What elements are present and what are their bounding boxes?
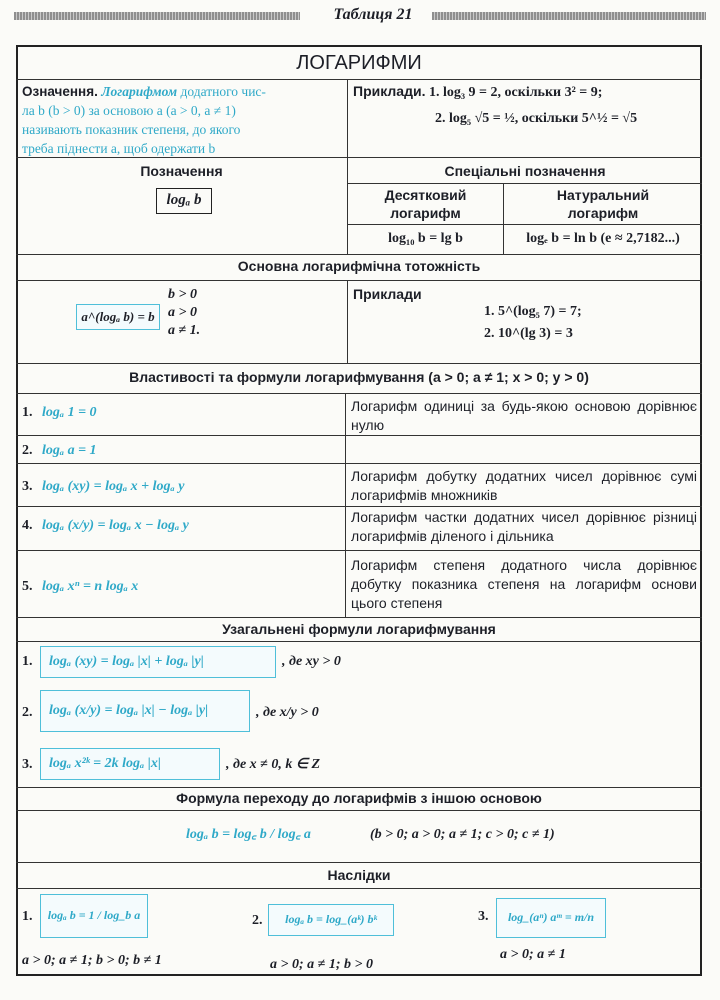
consequence-number: 1. [22, 909, 33, 924]
consequence-condition: a > 0; a ≠ 1; b > 0; b ≠ 1 [22, 953, 162, 968]
divider [16, 550, 702, 551]
decimal-log-formula: log₁₀ b = lg b [388, 231, 463, 246]
definition-label: Означення. [22, 84, 98, 99]
property-formula: logₐ a = 1 [42, 443, 97, 458]
identity-formula: a^(logₐ b) = b [76, 304, 160, 330]
identity-example-1: 1. 5^(log₅ 7) = 7; [484, 304, 582, 319]
property-formula: logₐ xⁿ = n logₐ x [42, 579, 139, 594]
generalized-condition: , де x/y > 0 [256, 705, 319, 720]
notation-heading: Позначення [140, 163, 223, 179]
divider [16, 363, 702, 364]
divider [348, 183, 702, 184]
divider [16, 280, 702, 281]
property-number: 1. [22, 405, 33, 420]
identity-examples-label: Приклади [353, 286, 422, 302]
consequence-formula: log_(aⁿ) aᵐ = m/n [496, 898, 606, 938]
consequence-formula: logₐ b = 1 / log_b a [40, 894, 148, 938]
divider [16, 393, 702, 394]
generalized-condition: , де xy > 0 [282, 654, 341, 669]
divider [16, 617, 702, 618]
definition-text: додатного чис- [177, 84, 266, 99]
definition-block [22, 82, 340, 158]
decimal-log-label: Десятковий [384, 187, 467, 203]
natural-log-heading [504, 186, 702, 222]
table-header [14, 6, 706, 26]
decimal-log-heading [348, 186, 503, 222]
generalized-heading: Узагальнені формули логарифмування [222, 621, 496, 637]
example-2: log₅ √5 = ½, оскільки 5^½ = √5 [449, 111, 638, 126]
property-number: 2. [22, 443, 33, 458]
consequence-number: 3. [478, 909, 489, 924]
property-formula: logₐ 1 = 0 [42, 405, 97, 420]
property-number: 4. [22, 518, 33, 533]
header-rule-left [14, 12, 300, 20]
example-2-number: 2. [435, 111, 446, 126]
generalized-formula: logₐ x²ᵏ = 2k logₐ |x| [40, 748, 220, 780]
identity-heading: Основна логарифмічна тотожність [237, 258, 481, 274]
identity-condition: b > 0 [168, 287, 197, 302]
divider [16, 506, 702, 507]
divider [16, 435, 702, 436]
consequence-formula: logₐ b = log_(aᵏ) bᵏ [268, 904, 394, 936]
decimal-log-label: логарифм [390, 205, 461, 221]
base-change-conditions: (b > 0; a > 0; a ≠ 1; c > 0; c ≠ 1) [370, 827, 555, 842]
generalized-formula: logₐ (x/y) = logₐ |x| − logₐ |y| [40, 690, 250, 732]
definition-text: ла b (b > 0) за основою a (a > 0, a ≠ 1) [22, 103, 236, 118]
generalized-number: 2. [22, 705, 33, 720]
property-number: 5. [22, 579, 33, 594]
divider [16, 787, 702, 788]
identity-condition: a ≠ 1. [168, 323, 201, 338]
generalized-number: 1. [22, 654, 33, 669]
consequence-condition: a > 0; a ≠ 1; b > 0 [270, 957, 373, 972]
examples-label: Приклади. [353, 83, 426, 99]
base-change-heading: Формула переходу до логарифмів з іншою основою [176, 790, 542, 806]
divider [16, 641, 702, 642]
table-label: Таблиця 21 [333, 6, 413, 23]
special-heading: Спеціальні позначення [444, 163, 606, 179]
property-description: Логарифм частки додатних чисел дорівнює різниці логарифмів діленого і дільника [351, 509, 697, 544]
divider [16, 254, 702, 255]
property-description: Логарифм одиниці за будь-якою основою дорівнює нулю [351, 398, 697, 433]
definition-text: треба піднести a, щоб одержати b [22, 141, 216, 156]
definition-text: називають показник степеня, до якого [22, 122, 241, 137]
base-change-formula: logₐ b = log꜀ b / log꜀ a [186, 827, 311, 842]
identity-condition: a > 0 [168, 305, 197, 320]
consequence-number: 2. [252, 913, 263, 928]
generalized-formula: logₐ (xy) = logₐ |x| + logₐ |y| [40, 646, 276, 678]
divider [16, 79, 702, 80]
consequences-heading: Наслідки [327, 867, 391, 883]
notation-symbol: logₐ b [156, 188, 212, 214]
divider [16, 157, 702, 158]
consequence-condition: a > 0; a ≠ 1 [500, 947, 566, 962]
divider [16, 862, 702, 863]
divider [347, 281, 348, 363]
examples-top [353, 82, 698, 128]
natural-log-label: логарифм [567, 205, 639, 221]
example-1: 1. log₃ 9 = 2, оскільки 3² = 9; [428, 85, 603, 100]
property-description: Логарифм степеня додатного числа дорівнює добутку показника степеня на логарифм основи цього степеня [351, 557, 697, 611]
divider [16, 888, 702, 889]
property-number: 3. [22, 479, 33, 494]
property-description: Логарифм добутку додатних чисел дорівнює сумі логарифмів множників [351, 468, 697, 503]
divider [348, 224, 702, 225]
natural-log-label: Натуральний [556, 187, 650, 203]
generalized-number: 3. [22, 757, 33, 772]
divider [347, 80, 348, 157]
divider [16, 810, 702, 811]
generalized-condition: , де x ≠ 0, k ∈ Z [226, 757, 321, 772]
definition-term: Логарифмом [101, 84, 178, 99]
natural-log-formula: logₑ b = ln b (e ≈ 2,7182...) [526, 231, 680, 246]
property-formula: logₐ (x/y) = logₐ x − logₐ y [42, 518, 189, 533]
identity-conditions [168, 286, 200, 340]
page-title: ЛОГАРИФМИ [296, 52, 422, 74]
divider [16, 463, 702, 464]
property-formula: logₐ (xy) = logₐ x + logₐ y [42, 479, 185, 494]
properties-heading: Властивості та формули логарифмування (a > 0; a ≠ 1; x > 0; y > 0) [129, 369, 589, 385]
identity-example-2: 2. 10^(lg 3) = 3 [484, 326, 573, 341]
header-rule-right [432, 12, 706, 20]
